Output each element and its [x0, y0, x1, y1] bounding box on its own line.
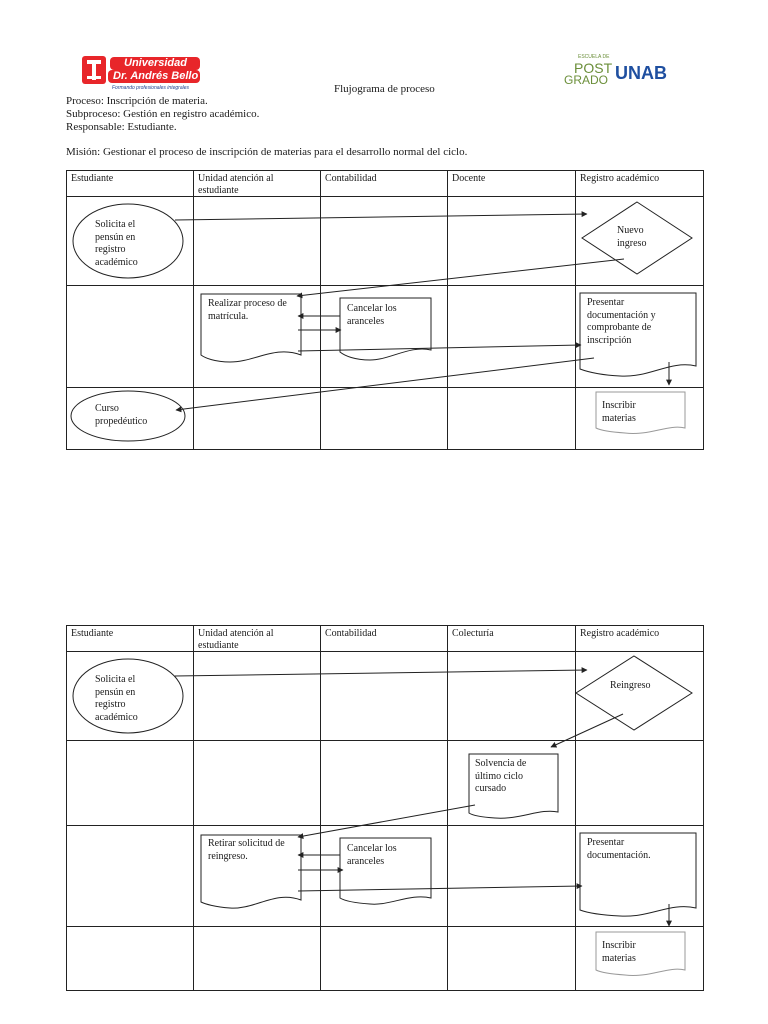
responsable-line: Responsable: Estudiante.	[66, 121, 177, 133]
mision-line: Misión: Gestionar el proceso de inscripción de materias para el desarrollo normal del ciclo.	[66, 146, 468, 158]
logo-small: ESCUELA DE	[578, 54, 610, 60]
d1-col-estudiante: Estudiante	[71, 173, 114, 184]
d2-col-estudiante: Estudiante	[71, 628, 114, 639]
subproceso-line: Subproceso: Gestión en registro académico.	[66, 108, 260, 120]
d2-reingreso-diamond	[576, 656, 692, 730]
d2-arrow-reingreso-solvencia	[551, 714, 623, 747]
proceso-line: Proceso: Inscripción de materia.	[66, 95, 208, 107]
d2-retirar-text: Retirar solicitud de reingreso.	[208, 838, 285, 862]
d1-curso-text: Curso propedéutico	[95, 403, 148, 427]
d2-col-unidad: Unidad atención al estudiante	[198, 628, 274, 651]
d1-inscribir-text: Inscribir materias	[602, 400, 636, 424]
logo-post: POST	[574, 60, 613, 76]
page-title: Flujograma de proceso	[334, 83, 435, 95]
d1-col-unidad: Unidad atención al estudiante	[198, 173, 274, 196]
d2-arrow-solicita-reingreso	[175, 670, 587, 676]
d2-inscribir-text: Inscribir materias	[602, 940, 636, 964]
logo-grado: GRADO	[564, 73, 609, 87]
d2-col-registro: Registro académico	[580, 628, 660, 639]
d2-solicita-text: Solicita el pensún en registro académico	[95, 674, 138, 723]
d1-realizar-text: Realizar proceso de matrícula.	[208, 298, 287, 322]
d1-col-contabilidad: Contabilidad	[325, 173, 377, 184]
d2-col-colecturia: Colecturía	[452, 628, 494, 639]
d2-arrow-solvencia-retirar	[298, 805, 475, 837]
d1-col-docente: Docente	[452, 173, 486, 184]
d1-cancelar-text: Cancelar los aranceles	[347, 303, 397, 327]
logo-brand: UNAB	[615, 63, 667, 83]
d1-presentar-text: Presentar documentación y comprobante de inscripción	[587, 297, 656, 346]
d1-solicita-text: Solicita el pensún en registro académico	[95, 219, 138, 268]
d2-col-contabilidad: Contabilidad	[325, 628, 377, 639]
logo-line1: Universidad	[124, 57, 187, 69]
d1-nuevo-text: Nuevo ingreso	[617, 225, 647, 249]
d2-reingreso-text: Reingreso	[610, 680, 651, 691]
d2-presentar-text: Presentar documentación.	[587, 837, 651, 861]
d1-col-registro: Registro académico	[580, 173, 660, 184]
d2-solvencia-text: Solvencia de último ciclo cursado	[475, 758, 527, 794]
logo-tagline: Formando profesionales integrales	[112, 85, 189, 91]
logo-line2: Dr. Andrés Bello	[113, 70, 199, 82]
d2-cancelar-text: Cancelar los aranceles	[347, 843, 397, 867]
